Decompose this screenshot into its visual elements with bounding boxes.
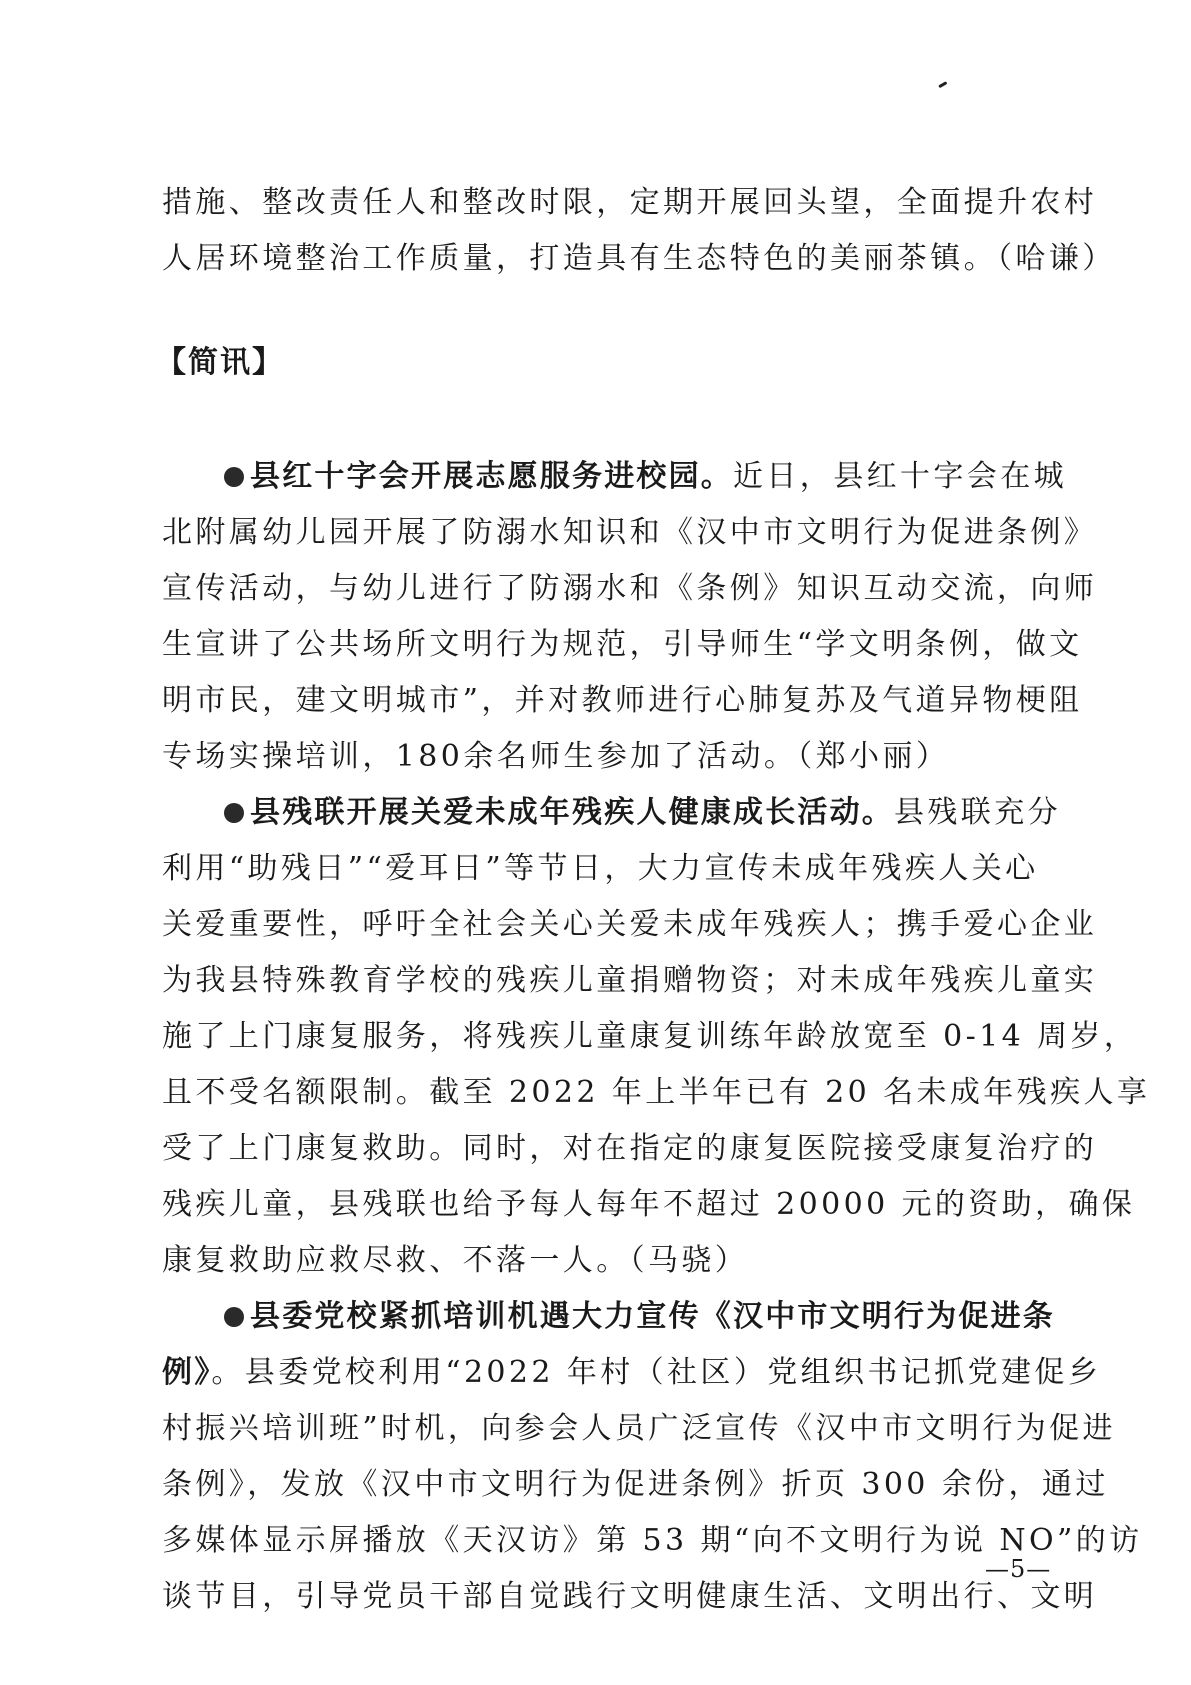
news-line: 北附属幼儿园开展了防溺水知识和《汉中市文明行为促进条例》 [162,515,1098,550]
section-heading: 【简讯】 [156,345,284,380]
news-line: 宣传活动，与幼儿进行了防溺水和《条例》知识互动交流，向师 [162,571,1098,606]
news-line: 康复救助应救尽救、不落一人。（马骁） [162,1243,749,1278]
news-line: 条例》，发放《汉中市文明行为促进条例》折页 300 余份，通过 [162,1467,1109,1502]
news-text: 。县委党校利用“2022 年村（社区）党组织书记抓党建促乡 [211,1355,1102,1390]
news-line: 谈节目，引导党员干部自觉践行文明健康生活、文明出行、文明 [162,1579,1098,1614]
news-line: 受了上门康复救助。同时，对在指定的康复医院接受康复治疗的 [162,1131,1098,1166]
news-text: 县残联充分 [894,795,1061,830]
news-line: 残疾儿童，县残联也给予每人每年不超过 20000 元的资助，确保 [162,1187,1136,1222]
bullet-dot-icon [224,1307,244,1327]
intro-line: 人居环境整治工作质量，打造具有生态特色的美丽茶镇。（哈谦） [162,241,1116,276]
news-item-first-line [162,785,1072,841]
news-line: 施了上门康复服务，将残疾儿童康复训练年龄放宽至 0-14 周岁， [162,1019,1138,1054]
news-item-first-line [162,449,1072,505]
page-number: —5— [985,1555,1052,1583]
news-headline: 县委党校紧抓培训机遇大力宣传《汉中市文明行为促进条 [250,1299,1055,1334]
news-headline: 县红十字会开展志愿服务进校园。 [250,459,733,494]
news-line: 明市民，建文明城市”，并对教师进行心肺复苏及气道异物梗阻 [162,683,1083,718]
bullet-dot-icon [224,803,244,823]
document-body [156,175,1151,1625]
news-text: 近日，县红十字会在城 [733,459,1067,494]
news-line: 且不受名额限制。截至 2022 年上半年已有 20 名未成年残疾人享 [162,1075,1151,1110]
news-headline: 县残联开展关爱未成年残疾人健康成长活动。 [250,795,894,830]
news-line: 专场实操培训，180余名师生参加了活动。（郑小丽） [162,739,950,774]
news-line: 村振兴培训班”时机，向参会人员广泛宣传《汉中市文明行为促进 [162,1411,1116,1446]
scan-speck [937,78,950,90]
bullet-dot-icon [224,467,244,487]
news-line: 利用“助残日”“爱耳日”等节日，大力宣传未成年残疾人关心 [162,851,1039,886]
news-line: 关爱重要性，呼吁全社会关心关爱未成年残疾人；携手爱心企业 [162,907,1098,942]
news-headline-end: 例》 [162,1355,212,1390]
news-item-first-line [162,1289,1072,1345]
intro-line: 措施、整改责任人和整改时限，定期开展回头望，全面提升农村 [162,185,1098,220]
news-item-second-line [162,1345,1102,1401]
news-line: 为我县特殊教育学校的残疾儿童捐赠物资；对未成年残疾儿童实 [162,963,1098,998]
news-line: 生宣讲了公共场所文明行为规范，引导师生“学文明条例，做文 [162,627,1083,662]
news-line: 多媒体显示屏播放《天汉访》第 53 期“向不文明行为说 NO”的访 [162,1523,1143,1558]
